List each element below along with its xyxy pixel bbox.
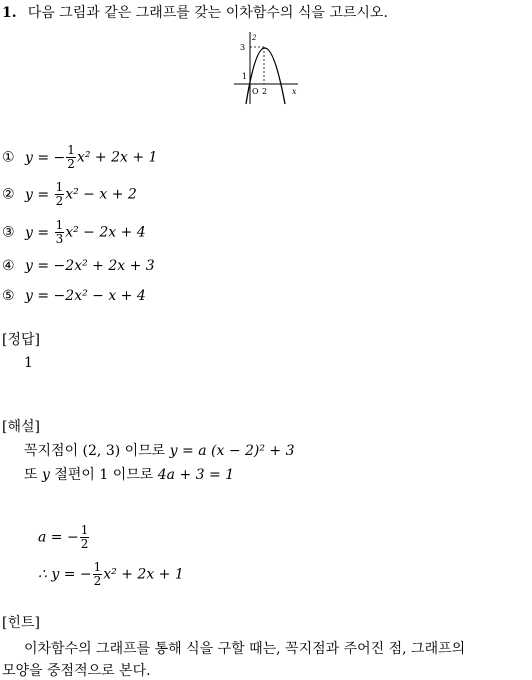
option-1: ① y = − $\frac{1}{2}$ x² + 2x + 1 [2, 143, 158, 171]
label-origin: O [252, 87, 259, 96]
hint-heading: [힌트] [2, 615, 40, 631]
question-text: 다음 그림과 같은 그래프를 갖는 이차함수의 식을 고르시오. [27, 5, 388, 21]
label-y-3: 3 [240, 43, 246, 52]
option-4: ④ y = −2x² + 2x + 3 [2, 258, 155, 274]
answer-value: 1 [24, 355, 33, 371]
explanation-heading: [해설] [2, 419, 40, 435]
parabola-graph [230, 30, 305, 108]
hint-line-1: 이차함수의 그래프를 통해 식을 구할 때는, 꼭지점과 주어진 점, 그래프의 [24, 641, 466, 657]
hint-line-2: 모양을 중점적으로 본다. [2, 663, 151, 679]
label-x-2: 2 [262, 87, 268, 96]
option-5: ⑤ y = −2x² − x + 4 [2, 288, 146, 304]
explanation-step-result: ∴ y = − $\frac{1}{2}$ x² + 2x + 1 [38, 560, 184, 588]
question-line [2, 2, 388, 22]
answer-heading: [정답] [2, 332, 40, 348]
option-3: ③ y = $\frac{1}{3}$ x² − 2x + 4 [2, 218, 146, 246]
label-y-1: 1 [242, 72, 248, 81]
explanation-line-2: 또 y 절편이 1 이므로 4a + 3 = 1 [24, 467, 235, 483]
option-2: ② y = $\frac{1}{2}$ x² − x + 2 [2, 180, 137, 208]
label-x-axis: x [292, 87, 297, 96]
explanation-line-1: 꼭지점이 (2, 3) 이므로 y = a (x − 2)² + 3 [24, 443, 295, 459]
question-number: 1. [2, 5, 17, 21]
explanation-step-a: a = − $\frac{1}{2}$ [38, 523, 89, 551]
label-top: 2 [252, 34, 257, 42]
